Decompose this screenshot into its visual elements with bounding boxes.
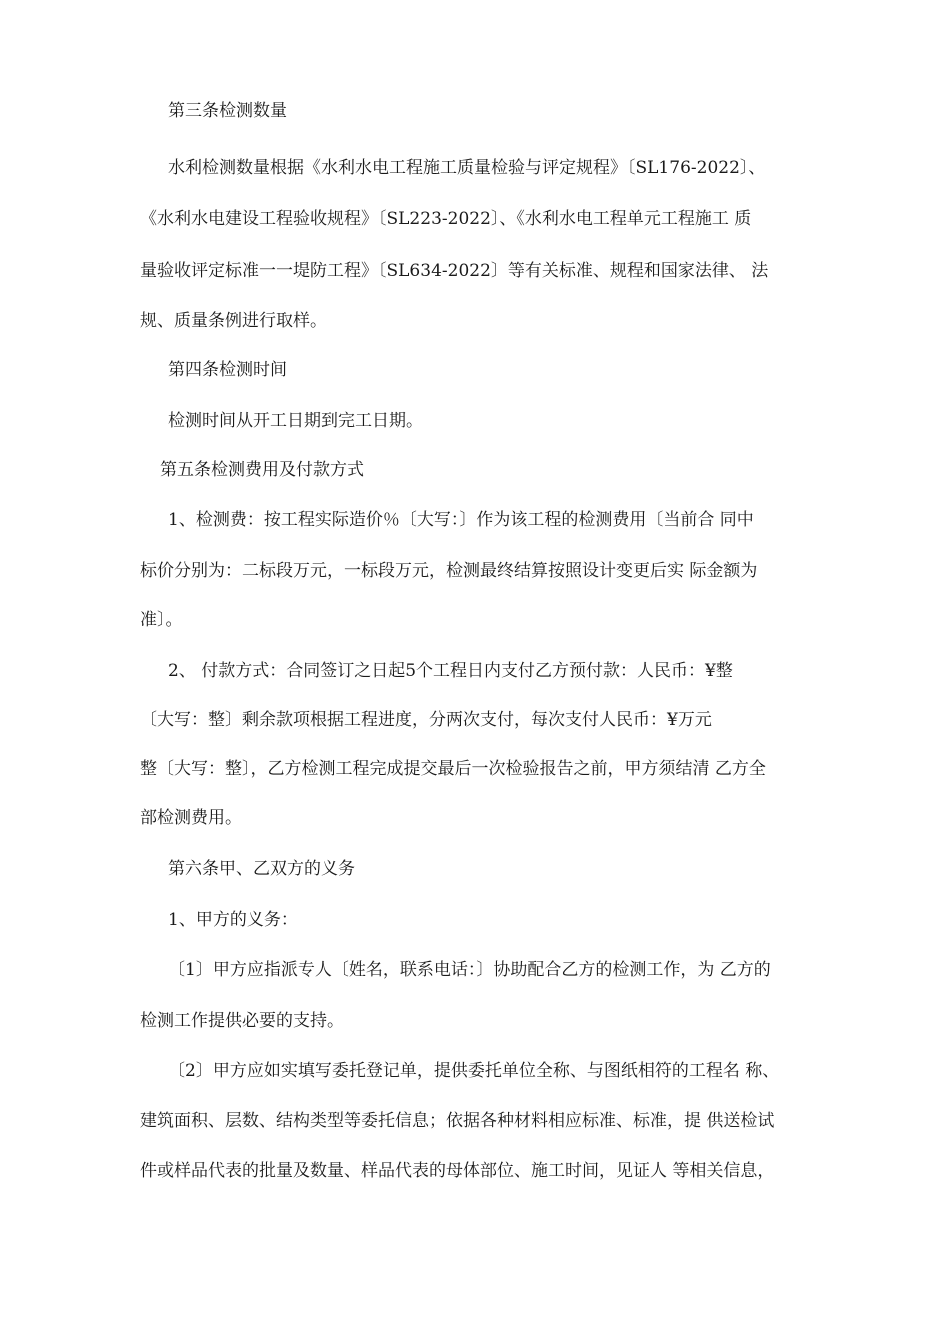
article-5-item-2-line-3: 整〔大写：整〕，乙方检测工程完成提交最后一次检验报告之前，甲方须结清 乙方全 xyxy=(140,759,766,779)
party-a-duty-2-line-1: 〔2〕甲方应如实填写委托登记单，提供委托单位全称、与图纸相符的工程名 称、 xyxy=(168,1061,780,1081)
article-5-item-2-line-1: 2、 付款方式：合同签订之日起5个工程日内支付乙方预付款：人民币：¥整 xyxy=(168,661,733,681)
party-a-duty-1-line-1: 〔1〕甲方应指派专人〔姓名，联系电话：〕协助配合乙方的检测工作，为 乙方的 xyxy=(168,960,771,980)
party-a-duty-1-line-2: 检测工作提供必要的支持。 xyxy=(140,1011,344,1031)
article-5-item-1-line-2: 标价分别为：二标段万元，一标段万元，检测最终结算按照设计变更后实 际金额为 xyxy=(140,561,758,581)
party-a-duty-2-line-3: 件或样品代表的批量及数量、样品代表的母体部位、施工时间，见证人 等相关信息， xyxy=(140,1161,775,1181)
article-3-text-line-1: 水利检测数量根据《水利水电工程施工质量检验与评定规程》〔SL176-2022〕、 xyxy=(168,158,766,178)
article-5-item-2-line-2: 〔大写：整〕剩余款项根据工程进度，分两次支付，每次支付人民币：¥万元 xyxy=(140,710,712,730)
article-3-text-line-2: 《水利水电建设工程验收规程》〔SL223-2022〕、《水利水电工程单元工程施工 质 xyxy=(140,209,752,229)
party-a-duty-2-line-2: 建筑面积、层数、结构类型等委托信息；依据各种材料相应标准、标准，提 供送检试 xyxy=(140,1111,775,1131)
article-4-text: 检测时间从开工日期到完工日期。 xyxy=(168,411,423,431)
article-3-text-line-4: 规、质量条例进行取样。 xyxy=(140,311,327,331)
article-6-party-a-heading: 1、甲方的义务： xyxy=(168,910,298,930)
article-4-heading: 第四条检测时间 xyxy=(168,360,287,380)
article-5-heading: 第五条检测费用及付款方式 xyxy=(160,460,364,480)
article-5-item-1-line-3: 准〕。 xyxy=(140,610,183,630)
article-5-item-1-line-1: 1、检测费：按工程实际造价％〔大写：〕作为该工程的检测费用〔当前合 同中 xyxy=(168,510,754,530)
article-3-text-line-3: 量验收评定标准一一堤防工程》〔SL634-2022〕等有关标准、规程和国家法律、 法 xyxy=(140,261,769,281)
article-5-item-2-line-4: 部检测费用。 xyxy=(140,808,242,828)
article-6-heading: 第六条甲、乙双方的义务 xyxy=(168,859,355,879)
article-3-heading: 第三条检测数量 xyxy=(168,101,287,121)
